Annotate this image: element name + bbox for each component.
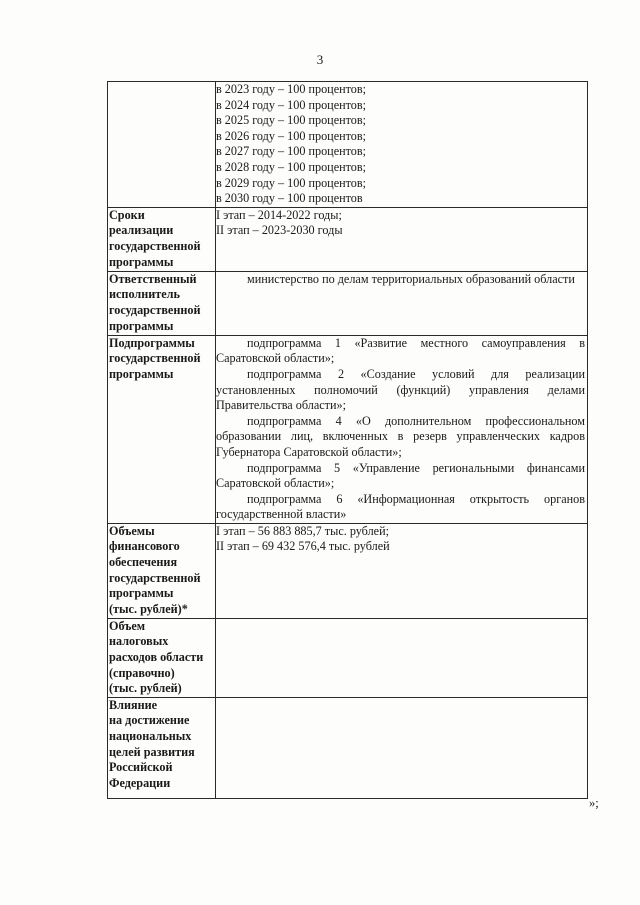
implementation-period-value: I этап – 2014-2022 годы; II этап – 2023-2030 годы (216, 207, 588, 271)
table-row (108, 523, 588, 618)
page-number: 3 (316, 52, 324, 67)
row-label-financing-volume: Объемы финансового обеспечения государственной программы (тыс. рублей)* (108, 523, 216, 618)
table-row (108, 82, 588, 208)
closing-quote-mark: »; (589, 796, 599, 810)
table-row (108, 207, 588, 271)
subprogram-item: подпрограмма 6 «Информационная открытость органов государственной власти» (216, 491, 585, 522)
subprogram-item: подпрограмма 5 «Управление региональными финансами Саратовской области»; (216, 460, 585, 491)
row-label-empty (108, 82, 216, 208)
subprogram-item: подпрограмма 1 «Развитие местного самоуправления в Саратовской области»; (216, 335, 585, 366)
year-value-line: в 2030 году – 100 процентов (216, 191, 363, 206)
table-row (108, 271, 588, 335)
subprogram-item: подпрограмма 4 «О дополнительном профессиональном образовании лиц, включенных в резерв управленческих кадров Губернатора Саратовской области»; (216, 413, 585, 459)
row-label-implementation-period: Сроки реализации государственной программы (108, 207, 216, 271)
tax-expenditure-value (216, 618, 588, 697)
row-label-national-goals-impact: Влияние на достижение национальных целей развития Российской Федерации (108, 697, 216, 798)
table-row (108, 618, 588, 697)
program-passport-table (107, 81, 588, 799)
year-value-line: в 2024 году – 100 процентов; (216, 97, 367, 112)
row-label-responsible-executor: Ответственный исполнитель государственной программы (108, 271, 216, 335)
national-goals-impact-value (216, 697, 588, 798)
responsible-executor-value: министерство по делам территориальных образований области (216, 271, 588, 335)
year-value-line: в 2027 году – 100 процентов; (216, 144, 367, 159)
row-label-subprograms: Подпрограммы государственной программы (108, 335, 216, 523)
year-value-line: в 2028 году – 100 процентов; (216, 159, 367, 174)
subprogram-item: подпрограмма 2 «Создание условий для реализации установленных полномочий (функций) управления делами Правительства области»; (216, 366, 585, 413)
row-label-tax-expenditure: Объем налоговых расходов области (справочно) (тыс. рублей) (108, 618, 216, 697)
table-row (108, 697, 588, 798)
financing-volume-value: I этап – 56 883 885,7 тыс. рублей; II этап – 69 432 576,4 тыс. рублей (216, 523, 588, 618)
year-value-line: в 2029 году – 100 процентов; (216, 175, 367, 190)
target-values-cell (216, 82, 588, 208)
year-value-line: в 2023 году – 100 процентов; (216, 82, 367, 96)
table-row (108, 335, 588, 523)
year-value-line: в 2026 году – 100 процентов; (216, 128, 367, 143)
year-value-line: в 2025 году – 100 процентов; (216, 113, 367, 128)
subprograms-value (216, 335, 588, 523)
